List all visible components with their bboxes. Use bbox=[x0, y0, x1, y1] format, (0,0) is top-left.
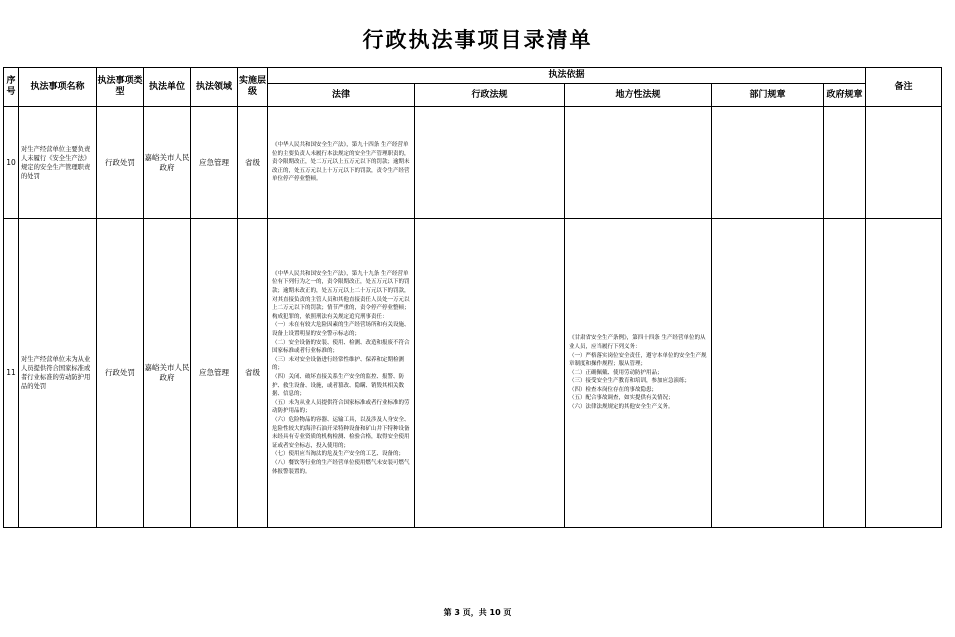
row-local-regulation bbox=[565, 219, 712, 528]
local-paragraph: （四）检查本岗位存在的事故隐患； bbox=[569, 386, 658, 393]
table-row bbox=[4, 107, 942, 219]
row-remark bbox=[866, 219, 942, 528]
header-unit: 执法单位 bbox=[144, 68, 191, 107]
row-level: 省级 bbox=[238, 219, 268, 528]
row-local-regulation bbox=[565, 107, 712, 219]
law-paragraph: （二）安全设备的安装、使用、检测、改造和报废不符合国家标准或者行业标准的； bbox=[272, 339, 410, 355]
local-paragraph: （六）法律法规规定的其他安全生产义务。 bbox=[569, 404, 674, 411]
header-law: 法律 bbox=[268, 84, 415, 107]
header-item-type: 执法事项类型 bbox=[97, 68, 144, 107]
header-basis: 执法依据 bbox=[268, 68, 866, 84]
header-remark: 备注 bbox=[866, 68, 942, 107]
law-paragraph: （四）关闭、破坏直接关系生产安全的监控、报警、防护、救生设备、设施，或者篡改、隐瞒、销毁其相关数据、信息的； bbox=[272, 374, 405, 398]
row-law bbox=[268, 219, 415, 528]
header-field: 执法领域 bbox=[191, 68, 238, 107]
header-item-name: 执法事项名称 bbox=[19, 68, 97, 107]
law-paragraph: （七）使用应当淘汰的危及生产安全的工艺、设备的； bbox=[272, 451, 405, 458]
row-field: 应急管理 bbox=[191, 219, 238, 528]
law-paragraph: （三）未对安全设备进行经常性维护、保养和定期检测的； bbox=[272, 356, 405, 372]
local-paragraph: （一）严格落实岗位安全责任，遵守本单位的安全生产规章制度和操作规程；服从管理； bbox=[569, 352, 707, 368]
row-dept-rule bbox=[712, 107, 824, 219]
page-footer: 第 3 页，共 10 页 bbox=[443, 608, 512, 617]
local-paragraph: （二）正确佩戴、使用劳动防护用品； bbox=[569, 369, 663, 376]
row-law bbox=[268, 107, 415, 219]
header-row-1 bbox=[4, 68, 942, 84]
law-paragraph: （六）危险物品的容器、运输工具，以及涉及人身安全、危险性较大的海洋石油开采特种设备和矿山井下特种设备未经具有专业资质的机构检测、检验合格，取得安全使用证或者安全标志，投入使用的； bbox=[272, 416, 410, 449]
row-admin-regulation bbox=[415, 107, 565, 219]
law-paragraph: 《中华人民共和国安全生产法》，第九十四条 生产经营单位的主要负责人未履行本法规定的安全生产管理职责的，责令限期改正，处二万元以上五万元以下的罚款；逾期未改正的，处五万元以上十万元以下的罚款，责令生产经营单位停产停业整顿。 bbox=[272, 142, 410, 183]
header-level: 实施层级 bbox=[238, 68, 268, 107]
header-local-regulation: 地方性法规 bbox=[565, 84, 712, 107]
row-unit: 嘉峪关市人民政府 bbox=[144, 219, 191, 528]
table-row bbox=[4, 219, 942, 528]
row-item-type: 行政处罚 bbox=[97, 107, 144, 219]
row-seq: 10 bbox=[4, 107, 19, 219]
row-item-name: 对生产经营单位主要负责人未履行《安全生产法》规定的安全生产管理职责的处罚 bbox=[19, 107, 97, 219]
row-gov-rule bbox=[824, 219, 866, 528]
row-field: 应急管理 bbox=[191, 107, 238, 219]
row-dept-rule bbox=[712, 219, 824, 528]
header-dept-rule: 部门规章 bbox=[712, 84, 824, 107]
law-paragraph: 《中华人民共和国安全生产法》，第九十九条 生产经营单位有下列行为之一的，责令限期改正，处五万元以下的罚款；逾期未改正的，处五万元以上二十万元以下的罚款，对其直接负责的主管人员和其他直接责任人员处一万元以上二万元以下的罚款；情节严重的，责令停产停业整顿；构成犯罪的，依照刑法有关规定追究刑事责任： bbox=[272, 270, 410, 320]
law-paragraph: （一）未在有较大危险因素的生产经营场所和有关设施、设备上设置明显的安全警示标志的； bbox=[272, 322, 410, 338]
header-gov-rule: 政府规章 bbox=[824, 84, 866, 107]
row-gov-rule bbox=[824, 107, 866, 219]
row-seq: 11 bbox=[4, 219, 19, 528]
row-unit: 嘉峪关市人民政府 bbox=[144, 107, 191, 219]
header-admin-regulation: 行政法规 bbox=[415, 84, 565, 107]
page-title: 行政执法事项目录清单 bbox=[362, 27, 593, 52]
law-paragraph: （八）餐饮等行业的生产经营单位使用燃气未安装可燃气体报警装置的。 bbox=[272, 459, 410, 475]
enforcement-table bbox=[3, 67, 942, 528]
local-paragraph: 《甘肃省安全生产条例》，第四十四条 生产经营单位的从业人员，应当履行下列义务： bbox=[569, 335, 706, 350]
law-paragraph: （五）未为从业人员提供符合国家标准或者行业标准的劳动防护用品的； bbox=[272, 399, 410, 415]
local-paragraph: （三）接受安全生产教育和培训，参加应急演练； bbox=[569, 378, 691, 385]
row-item-type: 行政处罚 bbox=[97, 219, 144, 528]
local-paragraph: （五）配合事故调查，如实提供有关情况； bbox=[569, 395, 674, 402]
row-admin-regulation bbox=[415, 219, 565, 528]
row-item-name: 对生产经营单位未为从业人员提供符合国家标准或者行业标准的劳动防护用品的处罚 bbox=[19, 219, 97, 528]
row-remark bbox=[866, 107, 942, 219]
row-level: 省级 bbox=[238, 107, 268, 219]
header-seq: 序号 bbox=[4, 68, 19, 107]
